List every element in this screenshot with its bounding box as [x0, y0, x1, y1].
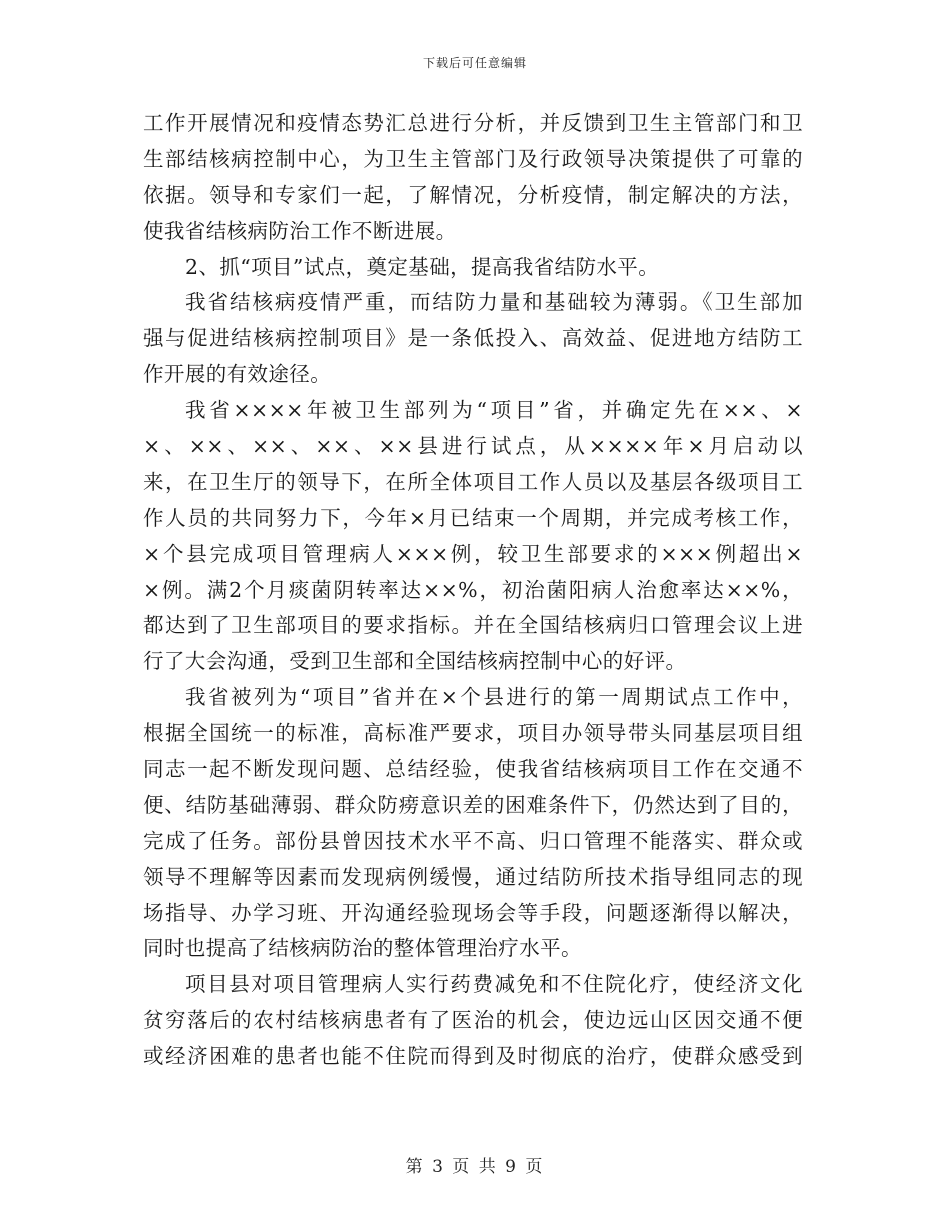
text-line: 我省被列为“项目”省并在×个县进行的第一周期试点工作中，: [185, 685, 803, 710]
text-line: 使我省结核病防治工作不断进展。: [143, 218, 457, 243]
text-line: 便、结防基础薄弱、群众防痨意识差的困难条件下，仍然达到了目的，: [143, 792, 803, 817]
text-line: 来，在卫生厅的领导下，在所全体项目工作人员以及基层各级项目工: [143, 469, 803, 494]
page-header: 下载后可任意编辑: [422, 56, 527, 70]
section-heading: 2、抓“项目”试点，奠定基础，提高我省结防水平。: [185, 254, 660, 279]
text-line: 强与促进结核病控制项目》是一条低投入、高效益、促进地方结防工: [143, 326, 803, 351]
text-line: 同时也提高了结核病防治的整体管理治疗水平。: [143, 936, 582, 961]
text-line: 项目县对项目管理病人实行药费减免和不住院化疗，使经济文化: [185, 972, 803, 997]
text-line: ×、××、××、××、××县进行试点，从××××年×月启动以: [143, 434, 803, 459]
text-line: 依据。领导和专家们一起，了解情况，分析疫情，制定解决的方法，: [143, 182, 803, 207]
text-line: 完成了任务。部份县曾因技术水平不高、归口管理不能落实、群众或: [143, 828, 803, 853]
document-body: [143, 106, 803, 1075]
text-line: 生部结核病控制中心，为卫生主管部门及行政领导决策提供了可靠的: [143, 146, 803, 171]
text-line: 贫穷落后的农村结核病患者有了医治的机会，使边远山区因交通不便: [143, 1008, 803, 1033]
text-line: 同志一起不断发现问题、总结经验，使我省结核病项目工作在交通不: [143, 757, 803, 782]
text-line: 场指导、办学习班、开沟通经验现场会等手段，问题逐渐得以解决，: [143, 900, 803, 925]
text-line: 我省结核病疫情严重，而结防力量和基础较为薄弱。《卫生部加: [185, 290, 803, 315]
text-line: 都达到了卫生部项目的要求指标。并在全国结核病归口管理会议上进: [143, 613, 803, 638]
text-line: 作人员的共同努力下，今年×月已结束一个周期，并完成考核工作，: [143, 505, 803, 530]
text-line: ×个县完成项目管理病人×××例，较卫生部要求的×××例超出×: [143, 541, 803, 566]
text-line: 作开展的有效途径。: [143, 362, 332, 387]
text-line: 或经济困难的患者也能不住院而得到及时彻底的治疗，使群众感受到: [143, 1044, 803, 1069]
text-line: 行了大会沟通，受到卫生部和全国结核病控制中心的好评。: [143, 649, 687, 674]
text-line: ×例。满2个月痰菌阴转率达××%，初治菌阳病人治愈率达××%，: [143, 577, 803, 602]
text-line: 领导不理解等因素而发现病例缓慢，通过结防所技术指导组同志的现: [143, 864, 803, 889]
page-number: 第 3 页 共 9 页: [405, 1157, 545, 1177]
text-line: 工作开展情况和疫情态势汇总进行分析，并反馈到卫生主管部门和卫: [143, 111, 803, 135]
text-line: 根据全国统一的标准，高标准严要求，项目办领导带头同基层项目组: [143, 721, 803, 746]
text-line: 我省××××年被卫生部列为“项目”省，并确定先在××、×: [185, 398, 803, 423]
